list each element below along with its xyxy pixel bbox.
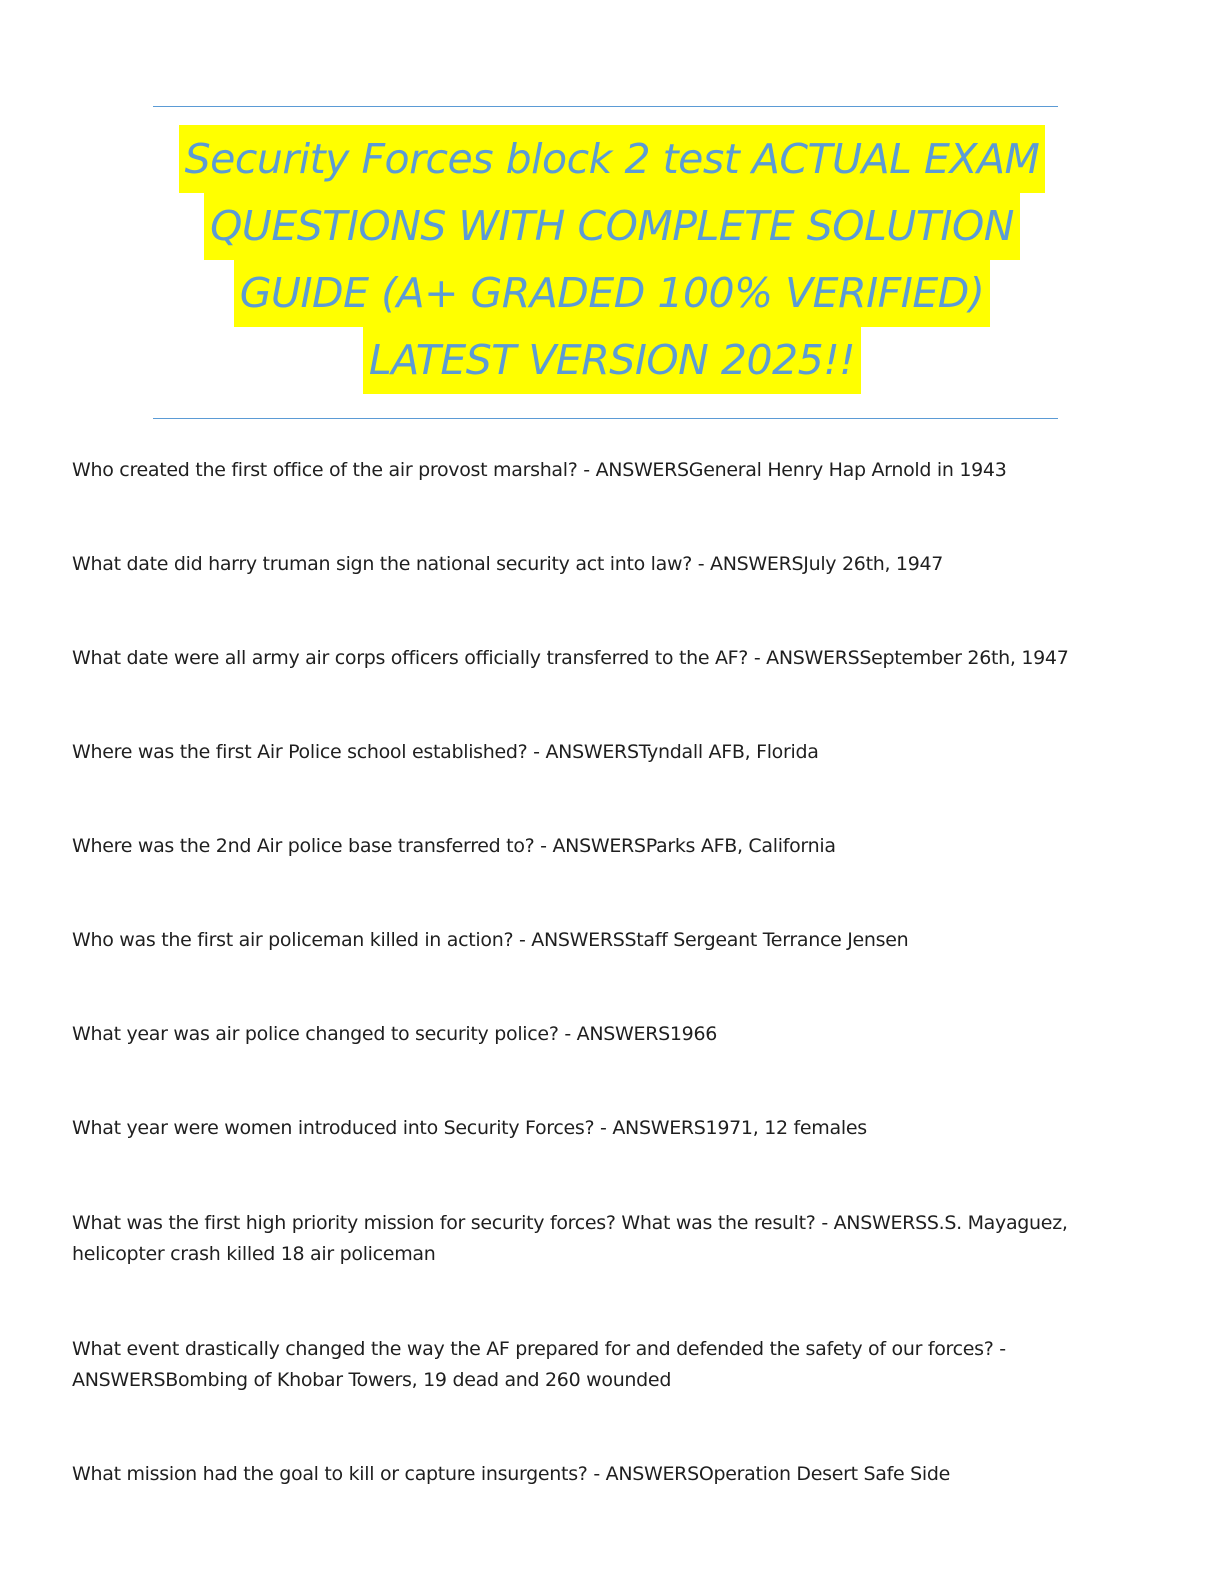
qa-item: What year were women introduced into Security Forces? - ANSWERS1971, 12 females xyxy=(72,1117,867,1139)
qa-item: What year was air police changed to security police? - ANSWERS1966 xyxy=(72,1023,718,1045)
top-divider xyxy=(153,106,1058,107)
document-title xyxy=(120,126,1104,394)
title-line-3: GUIDE (A+ GRADED 100% VERIFIED) xyxy=(120,260,1104,327)
qa-item: What date were all army air corps officers officially transferred to the AF? - ANSWERSSeptember 26th, 1947 xyxy=(72,647,1069,669)
bottom-divider xyxy=(153,418,1058,419)
qa-item: What event drastically changed the way the AF prepared for and defended the safety of our forces? - ANSWERSBombing of Khobar Towers, 19 dead and 260 wounded xyxy=(72,1338,1006,1391)
title-line-4: LATEST VERSION 2025!! xyxy=(120,327,1104,394)
qa-item: What mission had the goal to kill or capture insurgents? - ANSWERSOperation Desert Safe Side xyxy=(72,1463,951,1485)
title-line-1: Security Forces block 2 test ACTUAL EXAM xyxy=(120,126,1104,193)
qa-item: Where was the 2nd Air police base transferred to? - ANSWERSParks AFB, California xyxy=(72,835,836,857)
qa-item: Where was the first Air Police school established? - ANSWERSTyndall AFB, Florida xyxy=(72,741,819,763)
qa-item: What date did harry truman sign the national security act into law? - ANSWERSJuly 26th, 1947 xyxy=(72,553,944,575)
title-line-2: QUESTIONS WITH COMPLETE SOLUTION xyxy=(120,193,1104,260)
qa-item: Who created the first office of the air provost marshal? - ANSWERSGeneral Henry Hap Arnold in 1943 xyxy=(72,459,1007,481)
qa-item: What was the first high priority mission for security forces? What was the result? - ANSWERSS.S. Mayaguez, helicopter crash killed 18 air policeman xyxy=(72,1212,1068,1265)
qa-item: Who was the first air policeman killed in action? - ANSWERSStaff Sergeant Terrance Jensen xyxy=(72,929,909,951)
